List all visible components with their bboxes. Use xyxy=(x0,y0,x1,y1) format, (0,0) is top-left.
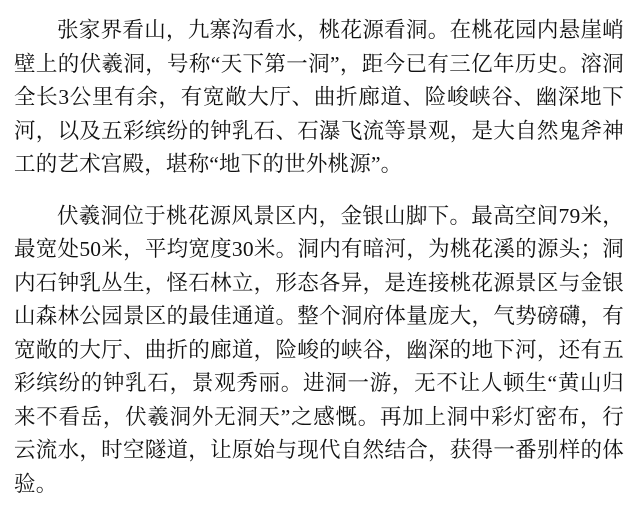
article-body xyxy=(14,14,624,501)
paragraph-2: 伏羲洞位于桃花源风景区内，金银山脚下。最高空间79米，最宽处50米，平均宽度30米。洞内有暗河，为桃花溪的源头；洞内石钟乳丛生，怪石林立，形态各异，是连接桃花源景区与金银山森林公园景区的最佳通道。整个洞府体量庞大，气势磅礴，有宽敞的大厅、曲折的廊道，险峻的峡谷，幽深的地下河，还有五彩缤纷的钟乳石，景观秀丽。进洞一游，无不让人顿生“黄山归来不看岳，伏羲洞外无洞天”之感慨。再加上洞中彩灯密布，行云流水，时空隧道，让原始与现代自然结合，获得一番别样的体验。 xyxy=(14,203,624,496)
paragraph-1: 张家界看山，九寨沟看水，桃花源看洞。在桃花园内悬崖峭壁上的伏羲洞，号称“天下第一洞”，距今已有三亿年历史。溶洞全长3公里有余，有宽敞大厅、曲折廊道、险峻峡谷、幽深地下河，以及五彩缤纷的钟乳石、石瀑飞流等景观，是大自然鬼斧神工的艺术宫殿，堪称“地下的世外桃源”。 xyxy=(14,18,624,176)
